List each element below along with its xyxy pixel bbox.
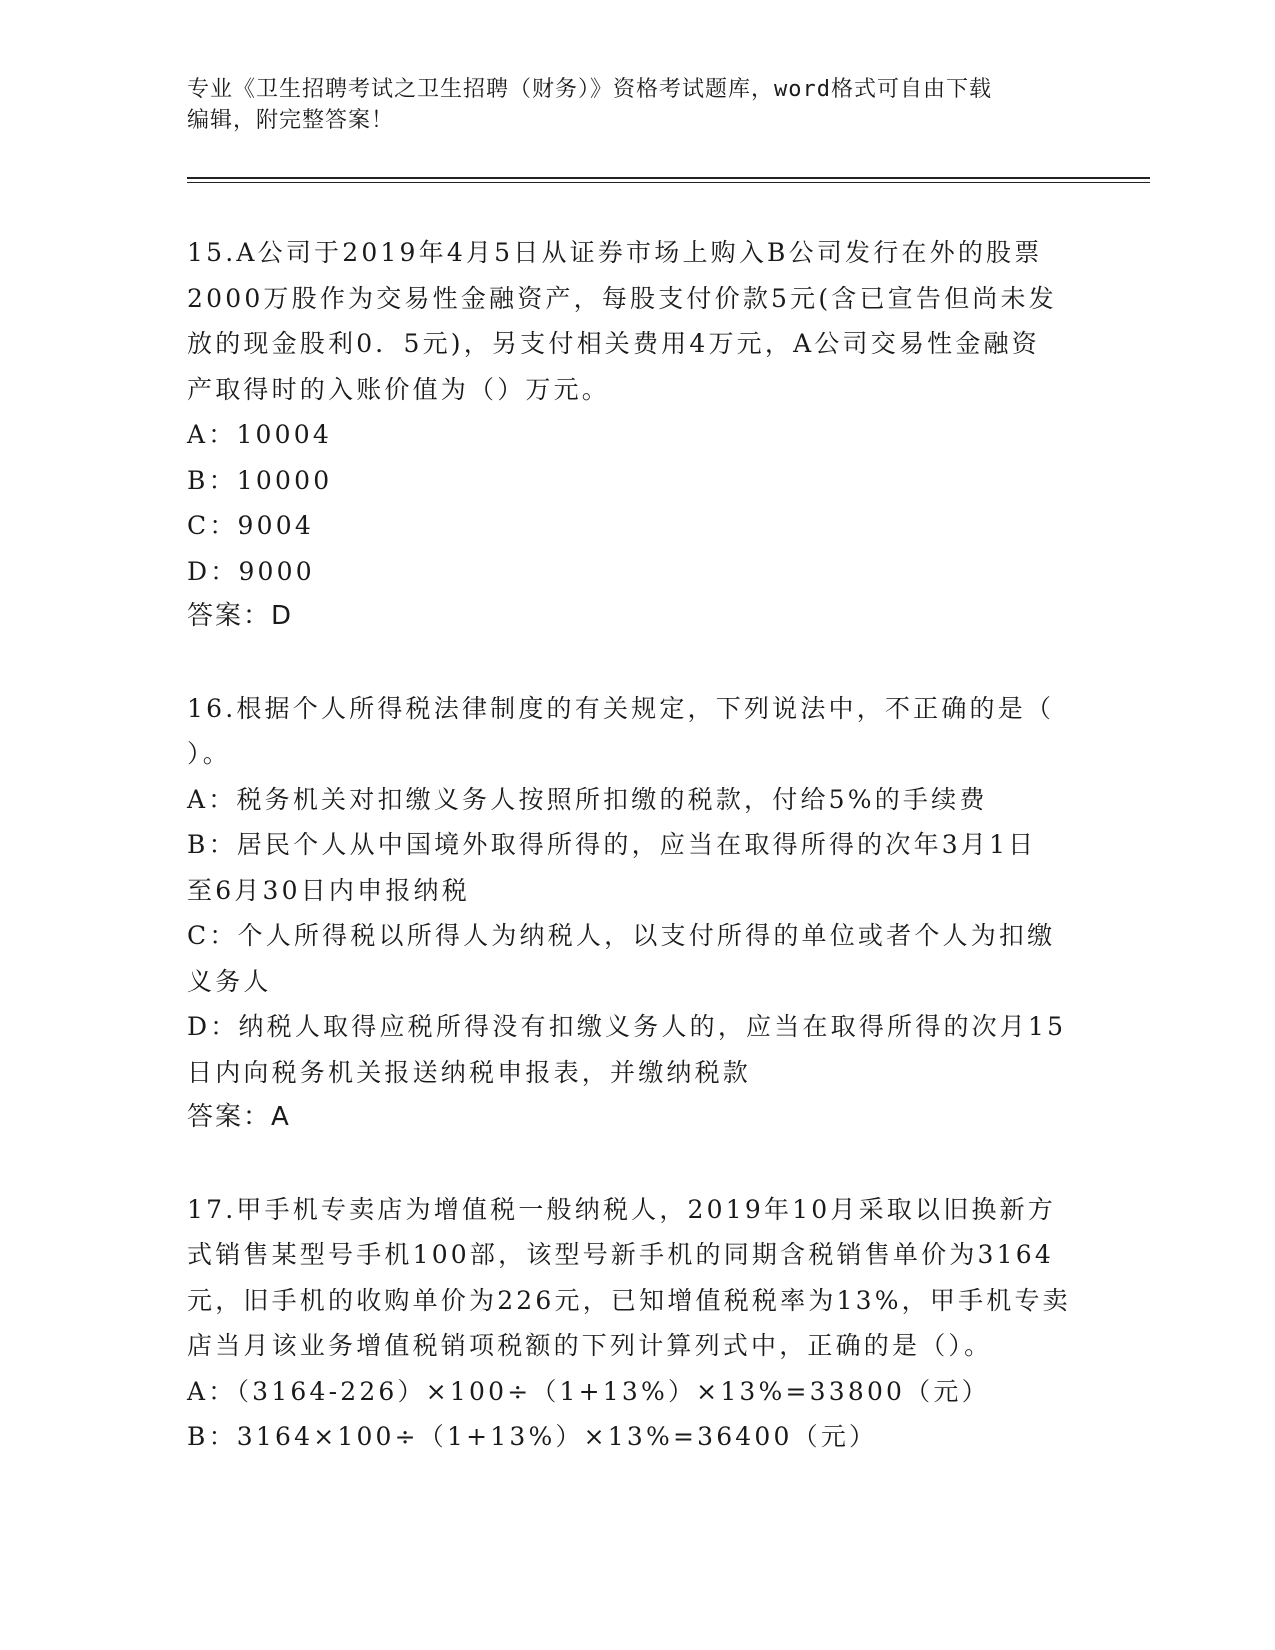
question-16-option-a: A：税务机关对扣缴义务人按照所扣缴的税款，付给5%的手续费 <box>187 784 988 814</box>
question-17-text-line-3: 元，旧手机的收购单价为226元，已知增值税税率为13%，甲手机专卖 <box>187 1285 1071 1315</box>
question-15-option-b: B：10000 <box>187 465 333 495</box>
question-15-option-c: C：9004 <box>187 511 314 540</box>
question-17 <box>187 1187 1087 1460</box>
question-16-text-line-1: 16.根据个人所得税法律制度的有关规定，下列说法中，不正确的是（ <box>187 693 1055 723</box>
question-17-text-line-4: 店当月该业务增值税销项税额的下列计算列式中，正确的是（）。 <box>187 1331 993 1360</box>
question-16-option-d-line-1: D：纳税人取得应税所得没有扣缴义务人的，应当在取得所得的次月15 <box>187 1012 1067 1041</box>
header-divider-thin <box>187 182 1150 183</box>
question-15-text-line-2: 2000万股作为交易性金融资产，每股支付价款5元(含已宣告但尚未发 <box>187 283 1057 313</box>
question-16-option-d-line-2: 日内向税务机关报送纳税申报表，并缴纳税款 <box>187 1057 752 1087</box>
question-16-text-line-2: ）。 <box>187 739 231 768</box>
question-15 <box>187 230 1087 640</box>
question-15-text-line-3: 放的现金股利0．5元)，另支付相关费用4万元，A公司交易性金融资 <box>187 329 1040 358</box>
question-17-text-line-1: 17.甲手机专卖店为增值税一般纳税人，2019年10月采取以旧换新方 <box>187 1194 1056 1224</box>
question-15-answer: 答案：D <box>187 601 294 631</box>
question-17-option-a: A：（3164-226）×100÷（1+13%）×13%=33800（元） <box>187 1376 990 1406</box>
question-16-option-b-line-1: B：居民个人从中国境外取得所得的，应当在取得所得的次年3月1日 <box>187 830 1037 859</box>
question-17-option-b: B：3164×100÷（1+13%）×13%=36400（元） <box>187 1422 878 1451</box>
question-15-option-a: A：10004 <box>187 420 332 449</box>
question-16 <box>187 686 1087 1141</box>
question-16-option-c-line-1: C：个人所得税以所得人为纳税人，以支付所得的单位或者个人为扣缴 <box>187 921 1056 950</box>
question-spacer <box>187 1141 1087 1187</box>
header-line-2: 编辑，附完整答案！ <box>187 108 395 133</box>
document-header <box>187 74 1107 136</box>
question-spacer <box>187 640 1087 686</box>
question-16-option-b-line-2: 至6月30日内申报纳税 <box>187 875 470 905</box>
question-15-text-line-4: 产取得时的入账价值为（）万元。 <box>187 374 611 404</box>
header-line-1: 专业《卫生招聘考试之卫生招聘（财务）》资格考试题库，word格式可自由下载 <box>187 77 992 102</box>
question-16-option-c-line-2: 义务人 <box>187 966 272 996</box>
question-17-text-line-2: 式销售某型号手机100部，该型号新手机的同期含税销售单价为3164 <box>187 1240 1054 1269</box>
question-15-text-line-1: 15.A公司于2019年4月5日从证券市场上购入B公司发行在外的股票 <box>187 238 1043 267</box>
question-15-option-d: D：9000 <box>187 556 315 586</box>
question-16-answer: 答案：A <box>187 1102 291 1132</box>
header-divider-thick <box>187 177 1150 179</box>
question-list <box>187 230 1087 1460</box>
